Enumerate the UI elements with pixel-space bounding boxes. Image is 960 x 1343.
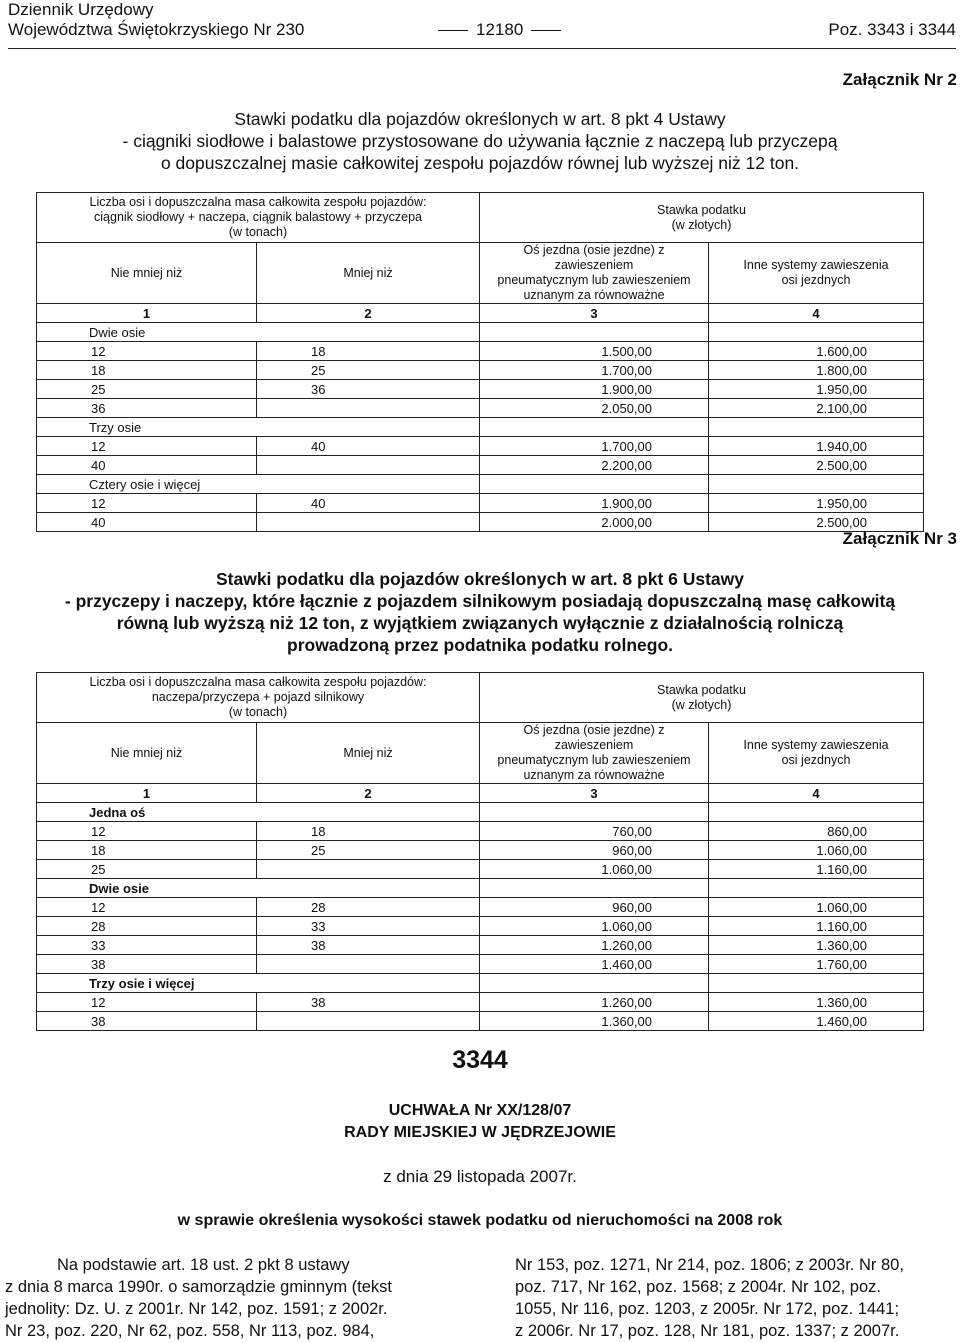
cell-min: 12	[37, 822, 257, 841]
cell-min: 33	[37, 936, 257, 955]
section-label: Jedna oś	[37, 803, 480, 822]
annex-3-title-line: prowadzoną przez podatnika podatku rolnego.	[287, 635, 673, 655]
cell-max: 25	[257, 361, 480, 380]
page-number-text: 12180	[476, 20, 524, 39]
index-cell: 3	[480, 784, 709, 803]
cell-min: 12	[37, 494, 257, 513]
cell-min: 18	[37, 361, 257, 380]
empty-cell	[709, 879, 924, 898]
body-line: Nr 153, poz. 1271, Nr 214, poz. 1806; z 2003r. Nr 80,	[515, 1256, 904, 1274]
table-row	[37, 456, 924, 475]
empty-cell	[480, 803, 709, 822]
cell-min: 38	[37, 1012, 257, 1031]
header-line: Inne systemy zawieszenia	[743, 258, 889, 272]
cell-min: 28	[37, 917, 257, 936]
empty-cell	[480, 323, 709, 342]
group-header	[37, 673, 480, 723]
cell-other: 1.160,00	[709, 917, 924, 936]
cell-pneumatic: 1.260,00	[480, 936, 709, 955]
empty-cell	[480, 974, 709, 993]
rate-header	[480, 673, 924, 723]
col-header-other	[709, 723, 924, 784]
body-line: z dnia 8 marca 1990r. o samorządzie gminnym (tekst	[5, 1278, 393, 1296]
annex-3-rates-table	[36, 672, 924, 1031]
annex-2-rates-table	[36, 192, 924, 532]
cell-other: 1.600,00	[709, 342, 924, 361]
resolution-date: z dnia 29 listopada 2007r.	[383, 1167, 577, 1186]
cell-max: 38	[257, 993, 480, 1012]
col-header-min: Nie mniej niż	[37, 723, 257, 784]
cell-pneumatic: 1.460,00	[480, 955, 709, 974]
header-line: pneumatycznym lub zawieszeniem	[497, 753, 691, 767]
position-ref: Poz. 3343 i 3344	[828, 20, 956, 39]
body-column-left	[5, 1254, 450, 1342]
body-line: z 2006r. Nr 17, poz. 128, Nr 181, poz. 1337; z 2007r.	[515, 1322, 900, 1340]
cell-pneumatic: 760,00	[480, 822, 709, 841]
cell-pneumatic: 960,00	[480, 841, 709, 860]
body-line: 1055, Nr 116, poz. 1203, z 2005r. Nr 172, poz. 1441;	[515, 1300, 900, 1318]
section-row	[37, 323, 924, 342]
empty-cell	[709, 323, 924, 342]
cell-other: 1.360,00	[709, 936, 924, 955]
section-label: Trzy osie i więcej	[37, 974, 480, 993]
header-line: Oś jezdna (osie jezdne) z zawieszeniem	[523, 243, 665, 272]
col-header-max: Mniej niż	[257, 723, 480, 784]
annex-3-title-line: Stawki podatku dla pojazdów określonych w art. 8 pkt 6 Ustawy	[215, 569, 745, 589]
body-line: Nr 23, poz. 220, Nr 62, poz. 558, Nr 113, poz. 984,	[5, 1322, 375, 1340]
table-row	[37, 898, 924, 917]
table-row	[37, 993, 924, 1012]
annex-2-title-line: - ciągniki siodłowe i balastowe przystosowane do używania łącznie z naczepą lub przyczepą	[122, 131, 838, 151]
body-column-right	[515, 1254, 960, 1342]
cell-max	[257, 513, 480, 532]
cell-max: 25	[257, 841, 480, 860]
cell-pneumatic: 2.050,00	[480, 399, 709, 418]
cell-other: 2.500,00	[709, 513, 924, 532]
cell-other: 2.100,00	[709, 399, 924, 418]
header-line: Liczba osi i dopuszczalna masa całkowita zespołu pojazdów:	[89, 195, 427, 209]
annex-2-label: Załącznik Nr 2	[842, 70, 957, 89]
empty-cell	[480, 879, 709, 898]
cell-max	[257, 456, 480, 475]
cell-other: 1.060,00	[709, 841, 924, 860]
group-header	[37, 193, 480, 243]
section-row	[37, 879, 924, 898]
section-label: Dwie osie	[37, 323, 480, 342]
cell-other: 1.460,00	[709, 1012, 924, 1031]
empty-cell	[480, 418, 709, 437]
cell-max: 18	[257, 822, 480, 841]
table-row	[37, 1012, 924, 1031]
col-header-max: Mniej niż	[257, 243, 480, 304]
cell-other: 1.360,00	[709, 993, 924, 1012]
cell-min: 40	[37, 456, 257, 475]
section-label: Dwie osie	[37, 879, 480, 898]
journal-name: Dziennik Urzędowy	[8, 0, 154, 19]
cell-pneumatic: 1.700,00	[480, 437, 709, 456]
header-line: (w tonach)	[228, 225, 288, 239]
index-cell: 2	[257, 784, 480, 803]
col-header-other	[709, 243, 924, 304]
cell-pneumatic: 1.500,00	[480, 342, 709, 361]
cell-pneumatic: 1.260,00	[480, 993, 709, 1012]
empty-cell	[709, 418, 924, 437]
col-header-min: Nie mniej niż	[37, 243, 257, 304]
cell-other: 1.950,00	[709, 380, 924, 399]
section-row	[37, 803, 924, 822]
index-cell: 2	[257, 304, 480, 323]
cell-min: 25	[37, 380, 257, 399]
header-line: uznanym za równoważne	[523, 288, 665, 302]
header-line: osi jezdnych	[781, 753, 851, 767]
table-row	[37, 955, 924, 974]
index-cell: 4	[709, 304, 924, 323]
dash-right	[531, 30, 561, 31]
section-label: Trzy osie	[37, 418, 480, 437]
cell-max: 40	[257, 494, 480, 513]
cell-min: 12	[37, 437, 257, 456]
cell-max	[257, 1012, 480, 1031]
annex-3-title-line: równą lub wyższą niż 12 ton, z wyjątkiem związanych wyłącznie z działalnością rolniczą	[116, 613, 844, 633]
col-header-pneumatic	[480, 243, 709, 304]
cell-min: 25	[37, 860, 257, 879]
cell-max: 38	[257, 936, 480, 955]
annex-3-label: Załącznik Nr 3	[842, 529, 957, 548]
header-line: naczepa/przyczepa + pojazd silnikowy	[151, 690, 365, 704]
cell-max	[257, 955, 480, 974]
cell-pneumatic: 1.360,00	[480, 1012, 709, 1031]
cell-other: 1.060,00	[709, 898, 924, 917]
cell-max	[257, 860, 480, 879]
column-index-row	[37, 784, 924, 803]
column-index-row	[37, 304, 924, 323]
annex-3-title-line: - przyczepy i naczepy, które łącznie z pojazdem silnikowym posiadają dopuszczalną masę całkowitą	[64, 591, 896, 611]
table-row	[37, 822, 924, 841]
header-line: (w tonach)	[228, 705, 288, 719]
table-row	[37, 361, 924, 380]
empty-cell	[480, 475, 709, 494]
cell-pneumatic: 2.200,00	[480, 456, 709, 475]
index-cell: 1	[37, 784, 257, 803]
header-line: Liczba osi i dopuszczalna masa całkowita zespołu pojazdów:	[89, 675, 427, 689]
header-line: (w złotych)	[671, 217, 732, 232]
page-number	[430, 20, 569, 40]
cell-other: 2.500,00	[709, 456, 924, 475]
cell-pneumatic: 1.060,00	[480, 917, 709, 936]
empty-cell	[709, 475, 924, 494]
cell-max: 40	[257, 437, 480, 456]
table-row	[37, 513, 924, 532]
section-label: Cztery osie i więcej	[37, 475, 480, 494]
table-row	[37, 494, 924, 513]
cell-other: 860,00	[709, 822, 924, 841]
header-line: (w złotych)	[671, 697, 732, 712]
cell-pneumatic: 1.060,00	[480, 860, 709, 879]
annex-3-title	[20, 568, 940, 656]
col-header-pneumatic	[480, 723, 709, 784]
page-header	[8, 0, 956, 49]
empty-cell	[709, 974, 924, 993]
header-line: Stawka podatku	[657, 202, 746, 217]
section-row	[37, 418, 924, 437]
annex-2-title-line: Stawki podatku dla pojazdów określonych w art. 8 pkt 4 Ustawy	[234, 109, 726, 129]
resolution-subject: w sprawie określenia wysokości stawek podatku od nieruchomości na 2008 rok	[177, 1212, 783, 1229]
cell-min: 12	[37, 342, 257, 361]
cell-pneumatic: 1.700,00	[480, 361, 709, 380]
section-row	[37, 974, 924, 993]
dash-left	[438, 30, 468, 31]
header-line: ciągnik siodłowy + naczepa, ciągnik balastowy + przyczepa	[94, 210, 422, 224]
cell-min: 36	[37, 399, 257, 418]
journal-issue: Województwa Świętokrzyskiego Nr 230	[8, 20, 305, 39]
header-line: pneumatycznym lub zawieszeniem	[497, 273, 691, 287]
cell-other: 1.940,00	[709, 437, 924, 456]
cell-other: 1.800,00	[709, 361, 924, 380]
header-line: osi jezdnych	[781, 273, 851, 287]
cell-min: 12	[37, 898, 257, 917]
cell-max: 36	[257, 380, 480, 399]
cell-min: 18	[37, 841, 257, 860]
resolution-title: UCHWAŁA Nr XX/128/07	[388, 1102, 572, 1119]
index-cell: 4	[709, 784, 924, 803]
rate-header	[480, 193, 924, 243]
index-cell: 1	[37, 304, 257, 323]
cell-min: 40	[37, 513, 257, 532]
cell-other: 1.950,00	[709, 494, 924, 513]
cell-max: 33	[257, 917, 480, 936]
table-row	[37, 437, 924, 456]
body-line: poz. 717, Nr 162, poz. 1568; z 2004r. Nr 102, poz.	[515, 1278, 881, 1296]
table-row	[37, 860, 924, 879]
cell-max	[257, 399, 480, 418]
cell-other: 1.760,00	[709, 955, 924, 974]
table-row	[37, 380, 924, 399]
cell-min: 38	[37, 955, 257, 974]
cell-pneumatic: 960,00	[480, 898, 709, 917]
table-row	[37, 399, 924, 418]
cell-pneumatic: 1.900,00	[480, 494, 709, 513]
header-line: uznanym za równoważne	[523, 768, 665, 782]
cell-max: 28	[257, 898, 480, 917]
cell-pneumatic: 1.900,00	[480, 380, 709, 399]
header-line: Oś jezdna (osie jezdne) z zawieszeniem	[523, 723, 665, 752]
index-cell: 3	[480, 304, 709, 323]
cell-max: 18	[257, 342, 480, 361]
body-line: Na podstawie art. 18 ust. 2 pkt 8 ustawy	[57, 1256, 350, 1274]
body-line: jednolity: Dz. U. z 2001r. Nr 142, poz. 1591; z 2002r.	[5, 1300, 388, 1318]
annex-2-title	[20, 108, 940, 174]
cell-other: 1.160,00	[709, 860, 924, 879]
resolution-number: 3344	[452, 1046, 508, 1074]
table-row	[37, 342, 924, 361]
resolution-council: RADY MIEJSKIEJ W JĘDRZEJOWIE	[344, 1124, 616, 1141]
table-row	[37, 917, 924, 936]
header-line: Stawka podatku	[657, 682, 746, 697]
header-line: Inne systemy zawieszenia	[743, 738, 889, 752]
cell-min: 12	[37, 993, 257, 1012]
cell-pneumatic: 2.000,00	[480, 513, 709, 532]
section-row	[37, 475, 924, 494]
table-row	[37, 936, 924, 955]
annex-2-title-line: o dopuszczalnej masie całkowitej zespołu pojazdów równej lub wyższej niż 12 ton.	[160, 153, 800, 173]
empty-cell	[709, 803, 924, 822]
table-row	[37, 841, 924, 860]
